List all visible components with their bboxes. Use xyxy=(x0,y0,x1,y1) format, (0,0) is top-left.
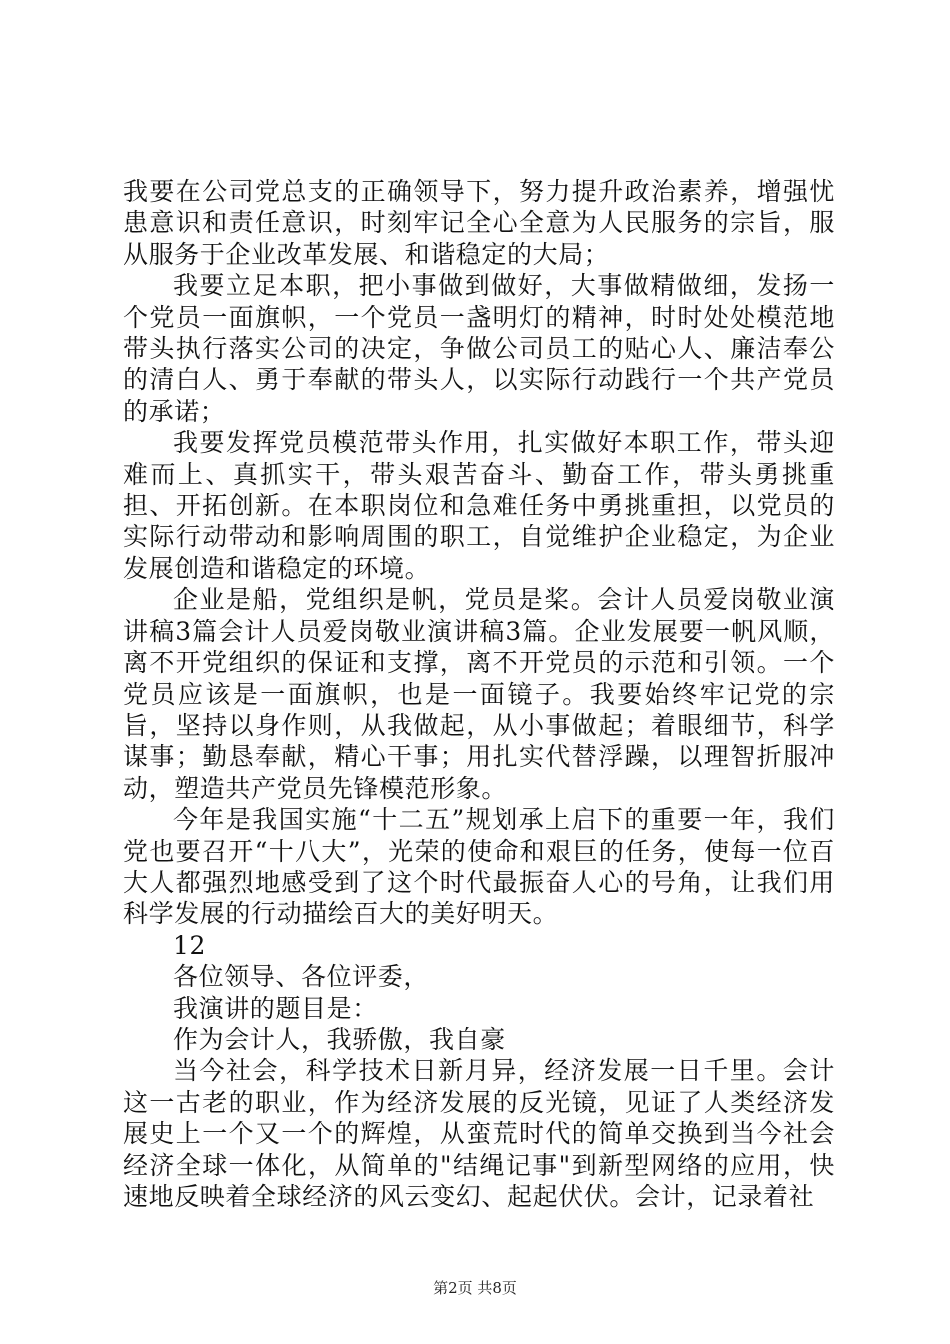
section-number: 12 xyxy=(173,930,207,960)
paragraph-1: 我要在公司党总支的正确领导下，努力提升政治素养，增强忧患意识和责任意识，时刻牢记全心全意为人民服务的宗旨，服从服务于企业改革发展、和谐稳定的大局； xyxy=(123,177,835,269)
document-body xyxy=(123,176,835,1212)
topic-intro-line: 我演讲的题目是： xyxy=(173,993,378,1023)
paragraph-6: 当今社会，科学技术日新月异，经济发展一日千里。会计这一古老的职业，作为经济发展的反光镜，见证了人类经济发展史上一个又一个的辉煌，从蛮荒时代的简单交换到当今社会经济全球一体化，从简单的"结绳记事"到新型网络的应用，快速地反映着全球经济的风云变幻、起起伏伏。会计，记录着社 xyxy=(123,1056,835,1211)
paragraph-5: 今年是我国实施“十二五”规划承上启下的重要一年，我们党也要召开“十八大”，光荣的使命和艰巨的任务，使每一位百大人都强烈地感受到了这个时代最振奋人心的号角，让我们用科学发展的行动描绘百大的美好明天。 xyxy=(123,805,835,929)
paragraph-3: 我要发挥党员模范带头作用，扎实做好本职工作，带头迎难而上、真抓实干，带头艰苦奋斗、勤奋工作，带头勇挑重担、开拓创新。在本职岗位和急难任务中勇挑重担，以党员的实际行动带动和影响周围的职工，自觉维护企业稳定，为企业发展创造和谐稳定的环境。 xyxy=(123,428,835,583)
paragraph-2: 我要立足本职，把小事做到做好，大事做精做细，发扬一个党员一面旗帜，一个党员一盏明灯的精神，时时处处模范地带头执行落实公司的决定，争做公司员工的贴心人、廉洁奉公的清白人、勇于奉献的带头人，以实际行动践行一个共产党员的承诺； xyxy=(123,271,835,426)
speech-title-line: 作为会计人，我骄傲，我自豪 xyxy=(173,1024,506,1054)
page-number-footer: 第2页 共8页 xyxy=(433,1279,517,1297)
paragraph-4: 企业是船，党组织是帆，党员是桨。会计人员爱岗敬业演讲稿3篇会计人员爱岗敬业演讲稿3篇。企业发展要一帆风顺，离不开党组织的保证和支撑，离不开党员的示范和引领。一个党员应该是一面旗帜，也是一面镜子。我要始终牢记党的宗旨，坚持以身作则，从我做起，从小事做起；着眼细节，科学谋事；勤恳奉献，精心干事；用扎实代替浮躁，以理智折服冲动，塑造共产党员先锋模范形象。 xyxy=(123,585,835,803)
greeting-line: 各位领导、各位评委， xyxy=(173,962,430,992)
